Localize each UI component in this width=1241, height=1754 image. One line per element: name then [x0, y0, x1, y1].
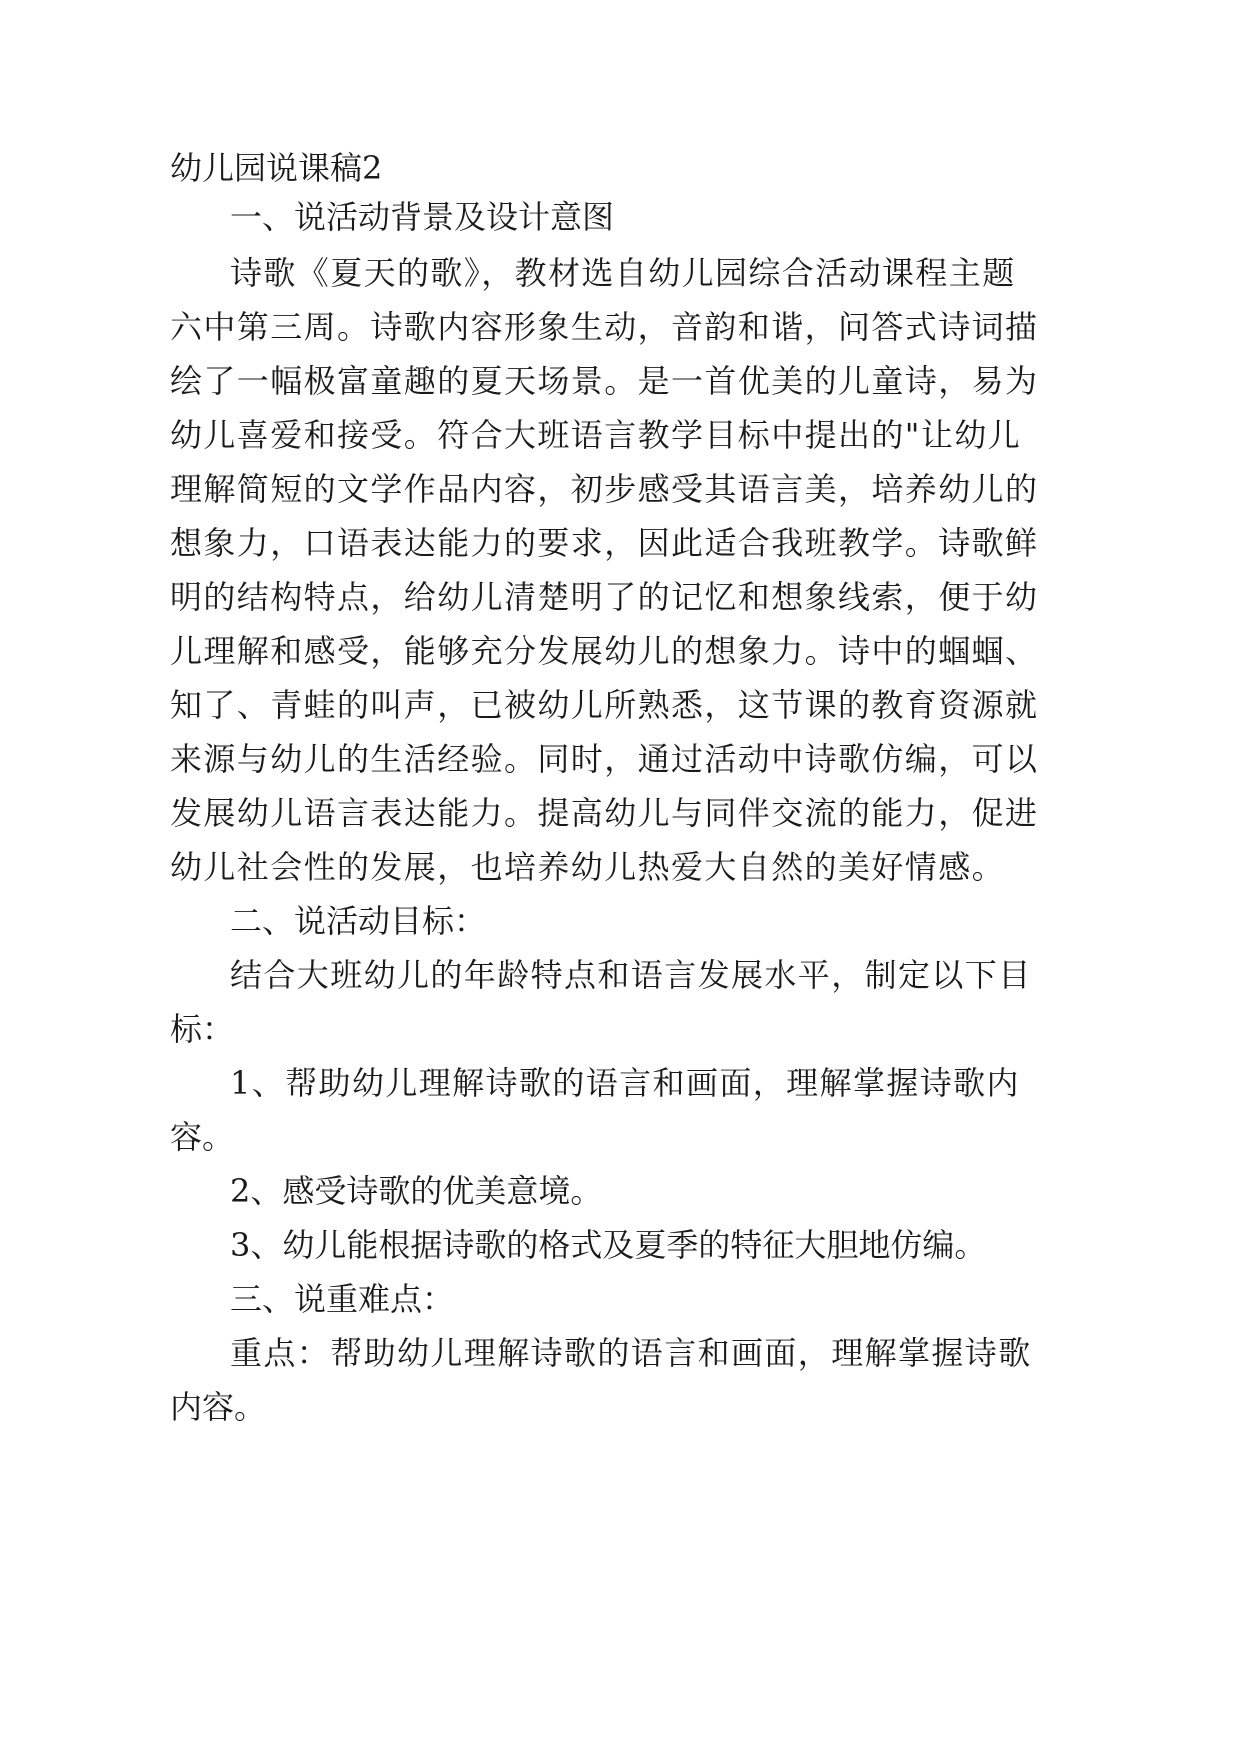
section-heading-goals: 二、说活动目标： [230, 902, 487, 940]
paragraph-line: 标： [170, 1010, 235, 1048]
paragraph-line: 理解简短的文学作品内容，初步感受其语言美，培养幼儿的 [170, 470, 1039, 508]
goal-item-1-continued: 容。 [170, 1118, 235, 1156]
key-point-line-continued: 内容。 [170, 1388, 267, 1426]
paragraph-line: 六中第三周。诗歌内容形象生动，音韵和谐，问答式诗词描 [170, 308, 1039, 346]
goal-item-3: 3、幼儿能根据诗歌的格式及夏季的特征大胆地仿编。 [230, 1226, 987, 1264]
paragraph-line: 儿理解和感受，能够充分发展幼儿的想象力。诗中的蝈蝈、 [170, 632, 1039, 670]
paragraph-line: 幼儿社会性的发展，也培养幼儿热爱大自然的美好情感。 [170, 848, 1006, 886]
paragraph-line: 发展幼儿语言表达能力。提高幼儿与同伴交流的能力，促进 [170, 794, 1039, 832]
paragraph-line: 想象力，口语表达能力的要求，因此适合我班教学。诗歌鲜 [170, 524, 1039, 562]
goal-item-2: 2、感受诗歌的优美意境。 [230, 1172, 603, 1210]
section-heading-key-points: 三、说重难点： [230, 1280, 455, 1318]
paragraph-line: 明的结构特点，给幼儿清楚明了的记忆和想象线索，便于幼 [170, 578, 1039, 616]
goal-item-1: 1、帮助幼儿理解诗歌的语言和画面，理解掌握诗歌内 [230, 1064, 1020, 1102]
paragraph-line: 来源与幼儿的生活经验。同时，通过活动中诗歌仿编，可以 [170, 740, 1039, 778]
paragraph-line: 幼儿喜爱和接受。符合大班语言教学目标中提出的"让幼儿 [170, 416, 1022, 454]
section-heading-background: 一、说活动背景及设计意图 [230, 198, 615, 236]
paragraph-line: 诗歌《夏天的歌》，教材选自幼儿园综合活动课程主题 [230, 254, 1016, 292]
document-title: 幼儿园说课稿2 [170, 149, 383, 187]
key-point-line: 重点：帮助幼儿理解诗歌的语言和画面，理解掌握诗歌 [230, 1334, 1032, 1372]
paragraph-line: 结合大班幼儿的年龄特点和语言发展水平，制定以下目 [230, 956, 1032, 994]
paragraph-line: 知了、青蛙的叫声，已被幼儿所熟悉，这节课的教育资源就 [170, 686, 1039, 724]
paragraph-line: 绘了一幅极富童趣的夏天场景。是一首优美的儿童诗，易为 [170, 362, 1039, 400]
